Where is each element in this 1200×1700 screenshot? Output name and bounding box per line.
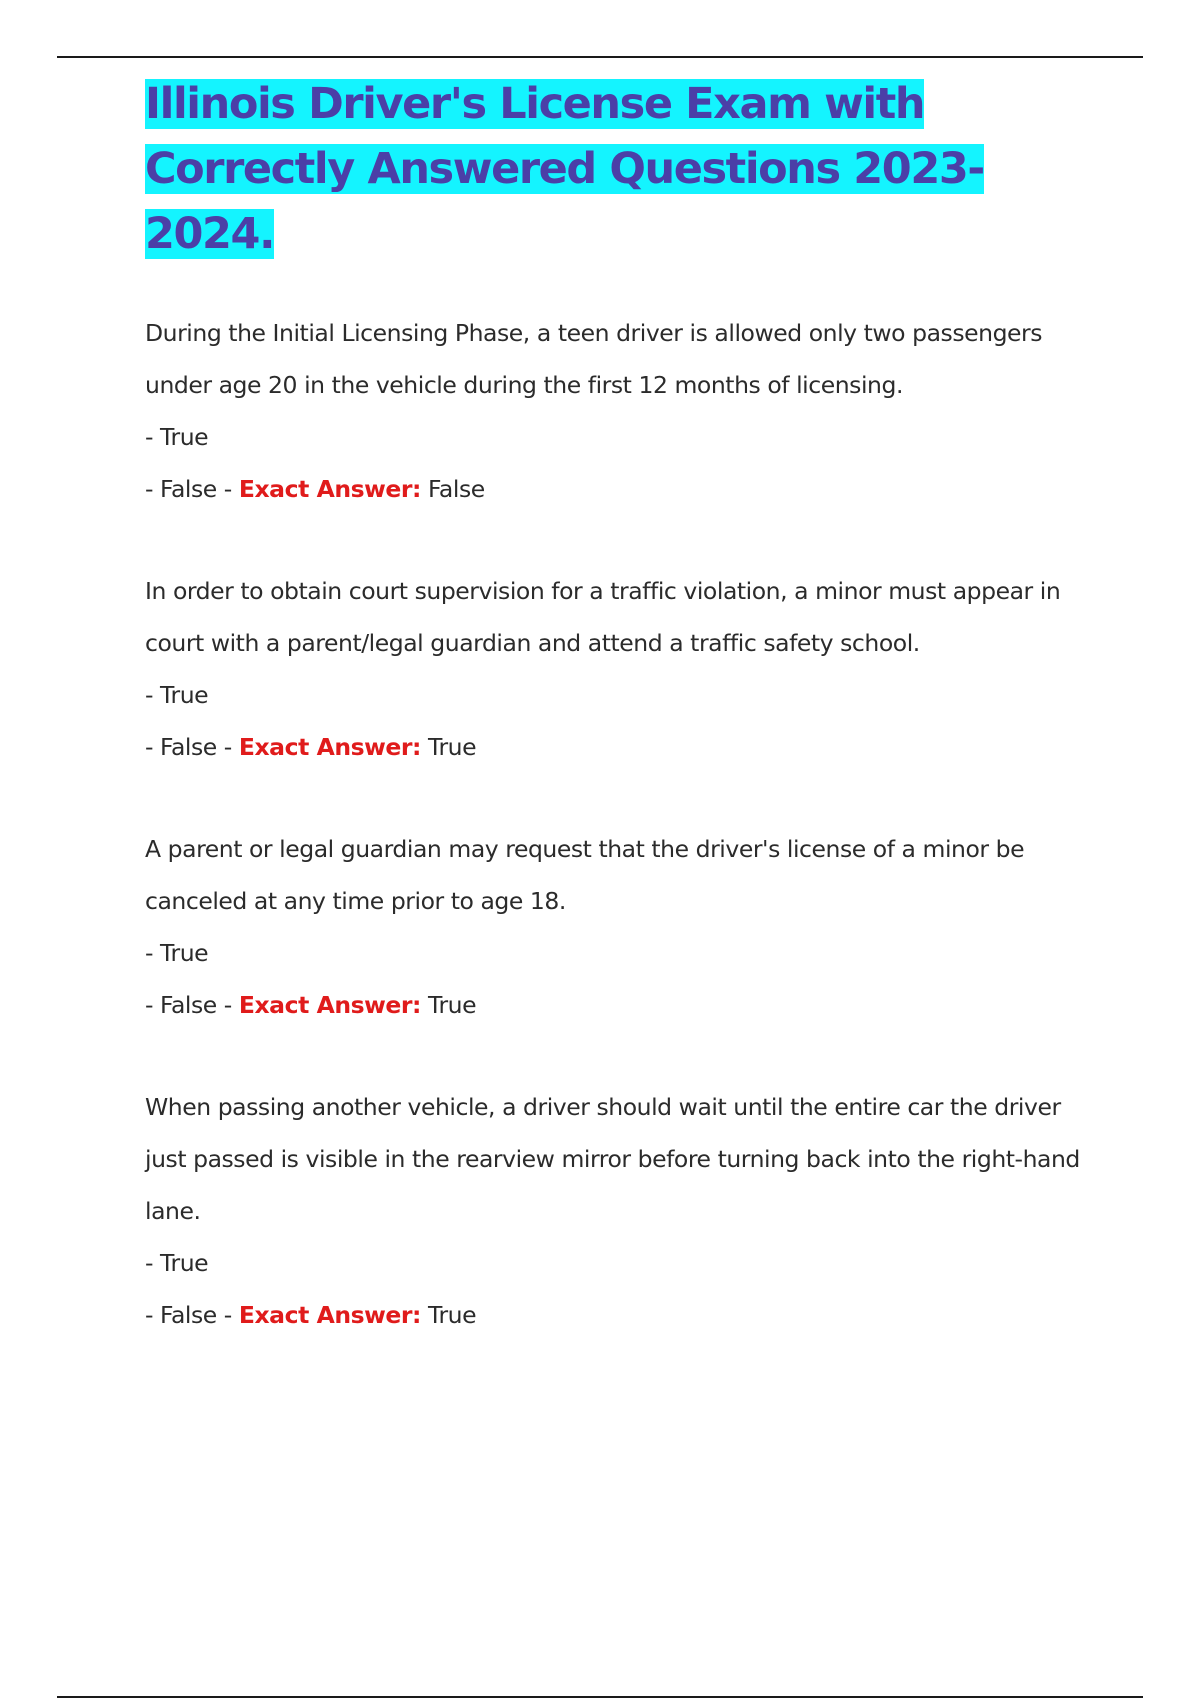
- exact-answer-label: Exact Answer:: [238, 475, 421, 503]
- option-false: - False -: [145, 1301, 232, 1329]
- question-prompt: A parent or legal guardian may request that the driver's license of a minor be canceled at any time prior to age 18.: [145, 835, 1025, 915]
- option-false-answer-line: [145, 721, 1105, 773]
- question-prompt: In order to obtain court supervision for a traffic violation, a minor must appear in court with a parent/legal guardian and attend a traffic safety school.: [145, 577, 1061, 657]
- exact-answer-label: Exact Answer:: [238, 733, 421, 761]
- top-rule: [57, 56, 1143, 58]
- option-false-answer-line: [145, 463, 1105, 515]
- answer-value: True: [428, 1301, 477, 1329]
- question-list: [145, 307, 1105, 1341]
- question-item: [145, 1081, 1105, 1341]
- question-item: [145, 823, 1105, 1031]
- option-false-answer-line: [145, 979, 1105, 1031]
- question-item: [145, 307, 1105, 515]
- answer-value: False: [428, 475, 485, 503]
- option-false: - False -: [145, 733, 232, 761]
- document-title: [145, 72, 1105, 267]
- question-item: [145, 565, 1105, 773]
- option-false: - False -: [145, 475, 232, 503]
- title-highlight: Illinois Driver's License Exam with Correctly Answered Questions 2023-2024.: [145, 79, 984, 259]
- option-true: - True: [145, 423, 209, 451]
- option-true: - True: [145, 681, 209, 709]
- option-true: - True: [145, 939, 209, 967]
- answer-value: True: [428, 991, 477, 1019]
- option-true: - True: [145, 1249, 209, 1277]
- exact-answer-label: Exact Answer:: [238, 1301, 421, 1329]
- option-false-answer-line: [145, 1289, 1105, 1341]
- exact-answer-label: Exact Answer:: [238, 991, 421, 1019]
- question-prompt: When passing another vehicle, a driver should wait until the entire car the driver just passed is visible in the rearview mirror before turning back into the right-hand lane.: [145, 1093, 1080, 1225]
- option-false: - False -: [145, 991, 232, 1019]
- answer-value: True: [428, 733, 477, 761]
- question-spacer: [145, 515, 1105, 565]
- question-spacer: [145, 1031, 1105, 1081]
- question-prompt: During the Initial Licensing Phase, a teen driver is allowed only two passengers under age 20 in the vehicle during the first 12 months of licensing.: [145, 319, 1043, 399]
- bottom-rule: [57, 1696, 1143, 1698]
- question-spacer: [145, 773, 1105, 823]
- document-body: [145, 72, 1105, 1341]
